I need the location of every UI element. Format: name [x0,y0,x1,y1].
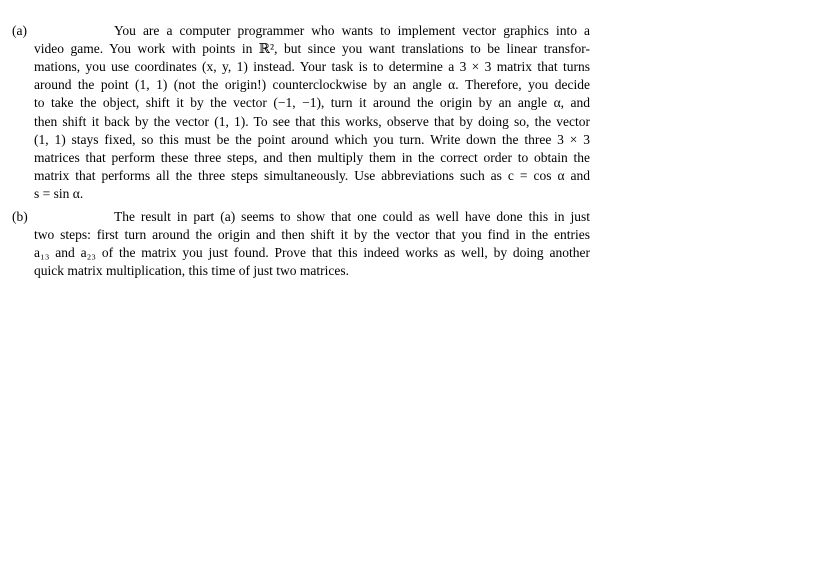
part-a-line-6: then shift it back by the vector (1, 1). To see that this works, observe that by doing so, the vector [34,113,590,129]
part-b-line-1: The result in part (a) seems to show that one could as well have done this in just [114,209,590,224]
part-a-label: (a) [12,23,27,38]
part-a-line-1: You are a computer programmer who wants to implement vector graphics into a [114,23,590,38]
part-a-line-2: video game. You work with points in ℝ², but since you want translations to be linear transfor- [34,41,590,57]
part-a-line-4: around the point (1, 1) (not the origin!) counterclockwise by an angle α. Therefore, you decide [34,77,590,93]
part-a-line-10: s = sin α. [34,185,84,201]
part-a-line-8: matrices that perform these three steps, and then multiply them in the correct order to obtain the [34,149,590,165]
part-a-line-7: (1, 1) stays fixed, so this must be the point around which you turn. Write down the three 3 × 3 [34,131,590,147]
part-b-line-2: two steps: first turn around the origin and then shift it by the vector that you find in the entries [34,227,590,243]
part-a-line-3: mations, you use coordinates (x, y, 1) instead. Your task is to determine a 3 × 3 matrix that turns [34,59,590,75]
part-a-line-9: matrix that performs all the three steps simultaneously. Use abbreviations such as c = cos α and [34,167,590,183]
part-a-line-5: to take the object, shift it by the vector (−1, −1), turn it around the origin by an angle α, and [34,95,590,111]
part-b-label: (b) [12,209,28,224]
part-b-line-3: a₁₃ and a₂₃ of the matrix you just found. Prove that this indeed works as well, by doing another [34,245,590,261]
part-b-line-4: quick matrix multiplication, this time of just two matrices. [34,263,349,279]
